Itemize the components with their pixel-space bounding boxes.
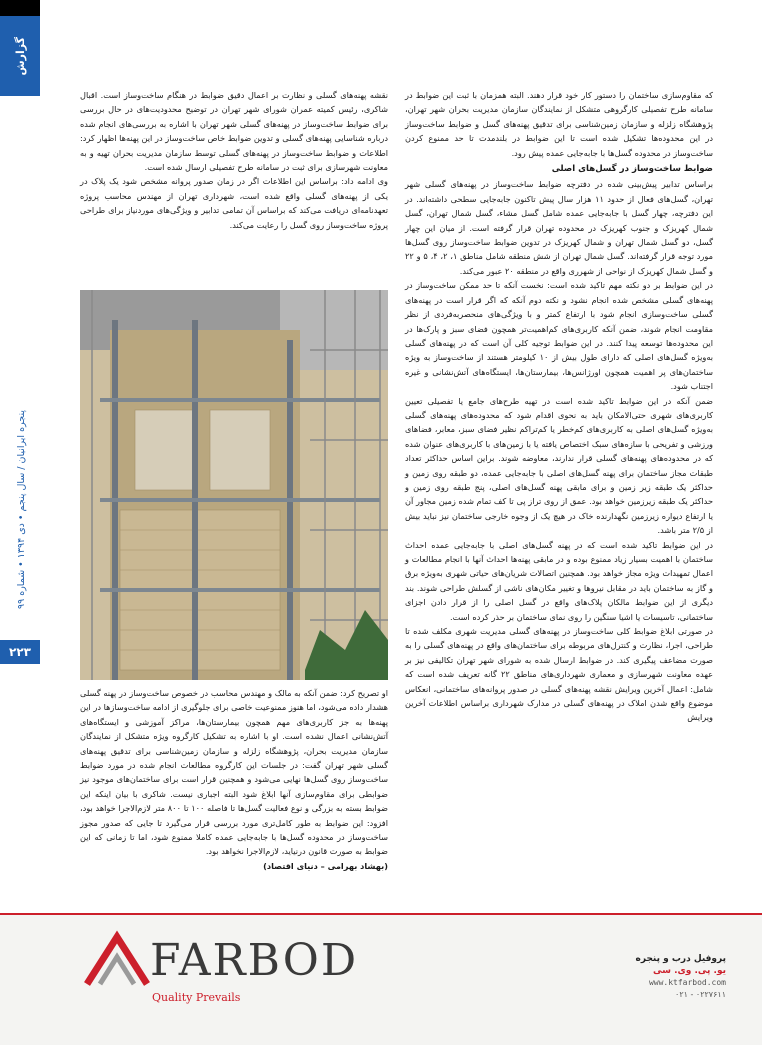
ad-title: پروفیل درب و پنجره: [635, 954, 726, 964]
brand-tagline: Quality Prevails: [152, 991, 241, 1004]
farbod-logo-icon: [82, 929, 152, 999]
paragraph: ضمن آنکه در این ضوابط تاکید شده است در تهیه طرح‌های جامع یا تفصیلی تعیین کاربری‌های شهری حتی‌الامکان باید به نحوی اقدام شود که محدوده‌های پهنه‌های گسلی به‌ویژه گسل‌های اصلی به کاربری‌های کم‌خطر یا کم‌تراکم نظیر فضای سبز، معابر، فضاهای ورزشی و تفریحی با سازه‌های سبک اختصاص یافته یا با زمین‌های با کاربری‌های عنوان شده که در محدوده‌های پهنه‌های گسلی قرار ندارند، معاوضه شوند. براین اساس حداکثر تعداد طبقات مجاز ساختمان برای پهنه گسل‌های اصلی با جابه‌جایی عمده، دو طبقه روی زمین و حداکثر یک طبقه زیر زمین و برای مابقی پهنه گسل‌های اصلی، پنج طبقه روی زمین و حداکثر یک طبقه زیرزمین خواهد بود. عمق از روی تراز پی تا کف تمام شده زمین مجاور آن یا ارتفاع دیواره زیرزمین نگهدارنده خاک در هیچ یک از وجوه خارجی ساختمان نیز نباید بیش از ۲/۵ متر باشد.: [405, 395, 713, 536]
paragraph: در صورتی ابلاغ ضوابط کلی ساخت‌وساز در پهنه‌های گسلی مدیریت شهری مکلف شده تا طراحی، اجرا، نظارت و کنترل‌های مربوطه برای ساختمان‌های واقع در پهنه‌های گسلی را به صورت مضاعف پیگیری کند. در ضوابط ارسال شده به شورای شهر تهران تکالیفی نیز بر عهده معاونت شهرسازی و معماری شهرداری‌های مناطق ۲۲ گانه تعریف شده است که شامل: اعمال آخرین ویرایش نقشه پهنه‌های گسلی در صدور پروانه‌های ساختمانی، انعکاس موضوع واقع شدن املاک در پهنه‌های گسلی در مدارک شهرداری براساس اطلاعات آخرین ویرایش: [405, 626, 714, 723]
ad-details: [636, 953, 726, 1001]
paragraph: که مقاوم‌سازی ساختمان را دستور کار خود قرار دهند. البته همزمان با ثبت این ضوابط در سامانه طرح تفصیلی کارگروهی متشکل از نمایندگان سازمان مدیریت بحران شهر تهران، پژوهشگاه زلزله و سازمان زمین‌شناسی برای تدقیق پهنه‌های گسل و ضوابط ساخت‌وساز در این محدوده‌ها تشکیل شده است تا این ضوابط در بلندمدت تا حد ممنوع کردن ساخت‌وساز در محدوده گسل‌ها با جابه‌جایی عمده پیش رود.: [405, 90, 713, 158]
advertisement-banner: [0, 915, 762, 1045]
ad-phone: ۰۲۱ - ۰۲۲۷۶۱۱: [675, 990, 726, 999]
construction-photo: [80, 290, 388, 680]
ad-subtitle: یو. پی. وی. سی: [653, 966, 726, 976]
paragraph: در این ضوابط تاکید شده است که در پهنه گسل‌های اصلی با جابه‌جایی عمده احداث ساختمان با اهمیت بسیار زیاد ممنوع بوده و در مابقی پهنه‌ها احداث آنها با انجام مطالعات و اعمال تمهیدات ویژه مجاز خواهد بود. همچنین اتصالات شریان‌های حیاتی شهری به‌ویژه برق و گاز به ساختمان باید در مقابل نیروها و تغییر مکان‌های ناشی از گسلش طراحی شوند. بند دیگری از این ضوابط مالکان پلاک‌های واقع در گسل اصلی را از قرار دادن اجزای ساختمانی، تاسیسات یا اشیا سنگین را روی نمای ساختمان بر حذر کرده است.: [405, 539, 713, 622]
subheading: ضوابط ساخت‌وساز در گسل‌های اصلی: [551, 164, 713, 175]
paragraph: براساس تدابیر پیش‌بینی شده در دفترچه ضوابط ساخت‌وساز در پهنه‌های گسلی شهر تهران، گسل‌های فعال از حدود ۱۱ هزار سال پیش تاکنون جابه‌جایی سطحی داشته‌اند. در این دفترچه، چهار گسل با جابه‌جایی عمده شامل گسل مشاء، گسل شمال تهران، گسل شمال کهریزک و جنوب کهریزک در محدوده تهران قرار گرفته است. از میان این چهار گسل، دو گسل شمال تهران و شمال کهریزک در تدوین ضوابط ساخت‌وساز روی گسل‌ها مورد توجه قرار گرفته‌اند. گسل شمال تهران از شش منطقه شامل مناطق ۱، ۲، ۴، ۵ و ۲۲ و گسل شمال کهریزک از نواحی از شهرری واقع در منطقه ۲۰ عبور می‌کند.: [405, 179, 713, 276]
section-tab-label: گزارش: [13, 36, 27, 76]
paragraph: او تصریح کرد: ضمن آنکه به مالک و مهندس محاسب در خصوص ساخت‌وساز در پهنه گسلی هشدار داده می‌شود، اما هنوز ممنوعیت خاصی برای جلوگیری از ادامه ساخت‌وسازها در این پهنه‌ها به جز کاربری‌های مهم همچون بیمارستان‌ها، مراکز آموزشی و ایستگاه‌های آتش‌نشانی اعمال نشده است. او با اشاره به تشکیل کارگروه ویژه متشکل از نمایندگان سازمان مدیریت بحران، پژوهشگاه زلزله و سازمان زمین‌شناسی برای تدقیق پهنه‌های گسلی شهر تهران گفت: در جلسات این کارگروه مطالعات انجام شده در مورد ضوابط ساخت‌وساز روی گسل‌ها نهایی می‌شود و همچنین قرار است برای ساختمان‌های موجود نیز ضوابطی برای مقاوم‌سازی آنها ابلاغ شود البته اجباری نیست. شاکری با بیان اینکه این ضوابط بسته به بزرگی و نوع فعالیت گسل‌ها تا فاصله ۱۰۰ تا ۸۰۰ متر لازم‌الاجرا خواهد بود، افزود: این ضوابط به طور کامل‌تری مورد بررسی قرار می‌گیرد تا جایی که صدور مجوز ساخت‌وساز در محدوده گسل‌ها با جابه‌جایی عمده کاملا ممنوع شود، اما تا زمانی که این ضوابط به صورت قانون درنیاید، لازم‌الاجرا نخواهد بود.: [80, 688, 389, 857]
article-column-left-bottom: [80, 686, 388, 886]
article-column-left-top: [80, 88, 388, 278]
ad-website: www.ktfarbod.com: [648, 978, 726, 987]
issue-info: پنجره ایرانیان / سال پنجم • دی ۱۳۹۴ • شماره ۹۹: [16, 410, 27, 610]
corner-black-bar: [0, 0, 40, 16]
section-tab: [0, 16, 40, 96]
building-illustration: [80, 290, 388, 680]
paragraph: وی ادامه داد: براساس این اطلاعات اگر در زمان صدور پروانه مشخص شود یک پلاک در یکی از پهنه‌های گسلی واقع شده است، شهرداری تهران از مهندس محاسب پروژه تعهدنامه‌ای دریافت می‌کند که براساس آن تمامی تدابیر و ویژگی‌های موردنیاز برای طراحی پروژه ساخت‌وساز روی گسل را رعایت می‌کند.: [80, 176, 388, 230]
brand-name: FARBOD: [150, 935, 359, 986]
paragraph: نقشه پهنه‌های گسلی و نظارت بر اعمال دقیق ضوابط در هنگام ساخت‌وساز است. اقبال شاکری، رئیس کمیته عمران شورای شهر تهران در توضیح محدودیت‌های در حال بررسی برای ضوابط ساخت‌وساز در پهنه‌های گسلی شهر تهران با اشاره به بررسی‌های انجام شده درباره شناسایی پهنه‌های گسلی و تدوین ضوابط خاص ساخت‌وساز در این پهنه‌ها اظهار کرد: اطلاعات و ضوابط ساخت‌وساز در پهنه‌های گسلی توسط سازمان مدیریت بحران تهیه و به معاونت شهرسازی برای ثبت در سامانه طرح تفصیلی ارسال شده است.: [80, 90, 388, 173]
byline: (بهشاد بهرامی – دنیای اقتصاد): [263, 860, 388, 871]
paragraph: در این ضوابط بر دو نکته مهم تاکید شده است: نخست آنکه تا حد ممکن ساخت‌وساز در پهنه‌های گسلی مشخص شده انجام نشود و نکته دوم آنکه که اگر قرار است در پهنه‌های گسلی ساخت‌وسازی انجام شود با ارتفاع کمتر و با ویژگی‌های منحصربه‌فردی از نظر مقاومت انجام شوند، ضمن آنکه کاربری‌های کم‌اهمیت‌تر همچون فضای سبز و پارک‌ها در این محدوده‌ها توسعه پیدا کنند. در این ضوابط توجیه کلی آن است که در پهنه‌های گسلی به‌ویژه گسل‌های اصلی که دارای طول بیش از ۱۰ کیلومتر هستند از ساخت‌وساز به ویژه ساختمان‌های پر اهمیت همچون اورژانس‌ها، بیمارستان‌ها، ایستگاه‌های آتش‌نشانی و غیره اجتناب شود.: [405, 280, 713, 392]
article-column-right: [405, 88, 713, 888]
page-number: ۲۲۳: [0, 640, 40, 664]
